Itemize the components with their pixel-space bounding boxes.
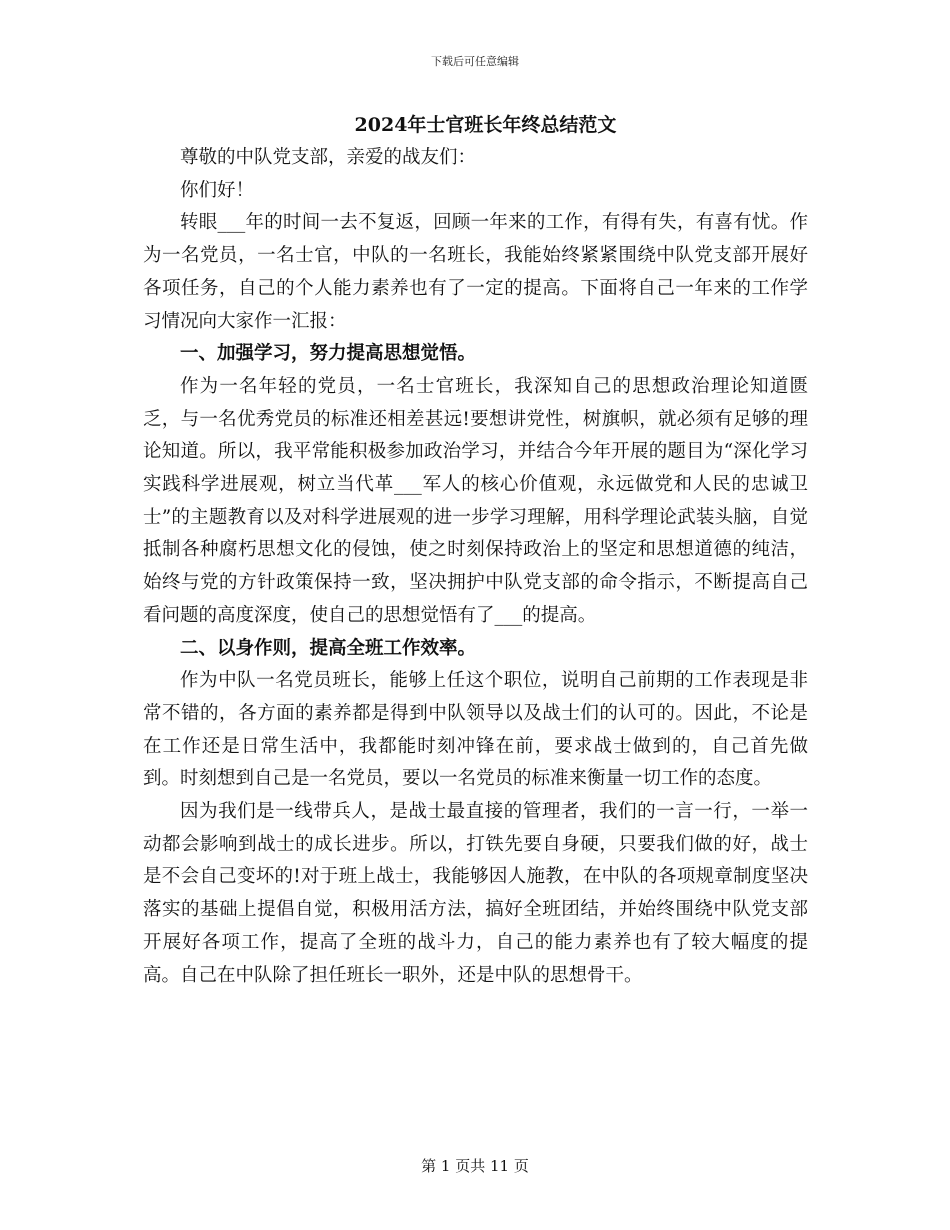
document-title: 2024年士官班长年终总结范文 <box>354 114 617 136</box>
header-note: 下载后可任意编辑 <box>431 55 519 68</box>
greeting: 你们好！ <box>180 179 255 201</box>
section-heading-1: 一、加强学习，努力提高思想觉悟。 <box>180 343 477 365</box>
intro-paragraph: 转眼___年的时间一去不复返，回顾一年来的工作，有得有失，有喜有忧。作为一名党员，一名士官，中队的一名班长，我能始终紧紧围绕中队党支部开展好各项任务，自己的个人能力素养也有了一定的提高。下面将自己一年来的工作学习情况向大家作一汇报： <box>143 212 808 332</box>
document-body <box>143 108 808 992</box>
section-heading-2: 二、以身作则，提高全班工作效率。 <box>180 637 477 659</box>
section-2-paragraph-2: 因为我们是一线带兵人，是战士最直接的管理者，我们的一言一行，一举一动都会影响到战士的成长进步。所以，打铁先要自身硬，只要我们做的好，战士是不会自己变坏的!对于班上战士，我能够因人施教，在中队的各项规章制度坚决落实的基础上提倡自觉，积极用活方法，搞好全班团结，并始终围绕中队党支部开展好各项工作，提高了全班的战斗力，自己的能力素养也有了较大幅度的提高。自己在中队除了担任班长一职外，还是中队的思想骨干。 <box>143 801 808 986</box>
section-1-paragraph: 作为一名年轻的党员，一名士官班长，我深知自己的思想政治理论知道匮乏，与一名优秀党员的标准还相差甚远!要想讲党性，树旗帜，就必须有足够的理论知道。所以，我平常能积极参加政治学习，并结合今年开展的题目为“深化学习实践科学进展观，树立当代革___军人的核心价值观，永远做党和人民的忠诚卫士”的主题教育以及对科学进展观的进一步学习理解，用科学理论武装头脑，自觉抵制各种腐朽思想文化的侵蚀，使之时刻保持政治上的坚定和思想道德的纯洁，始终与党的方针政策保持一致，坚决拥护中队党支部的命令指示，不断提高自己看问题的高度深度，使自己的思想觉悟有了___的提高。 <box>143 375 809 626</box>
page-footer: 第 1 页共 11 页 <box>421 1157 529 1175</box>
salutation: 尊敬的中队党支部，亲爱的战友们： <box>180 147 477 168</box>
section-2-paragraph-1: 作为中队一名党员班长，能够上任这个职位，说明自己前期的工作表现是非常不错的，各方面的素养都是得到中队领导以及战士们的认可的。因此，不论是在工作还是日常生活中，我都能时刻冲锋在前，要求战士做到的，自己首先做到。时刻想到自己是一名党员，要以一名党员的标准来衡量一切工作的态度。 <box>143 670 808 790</box>
